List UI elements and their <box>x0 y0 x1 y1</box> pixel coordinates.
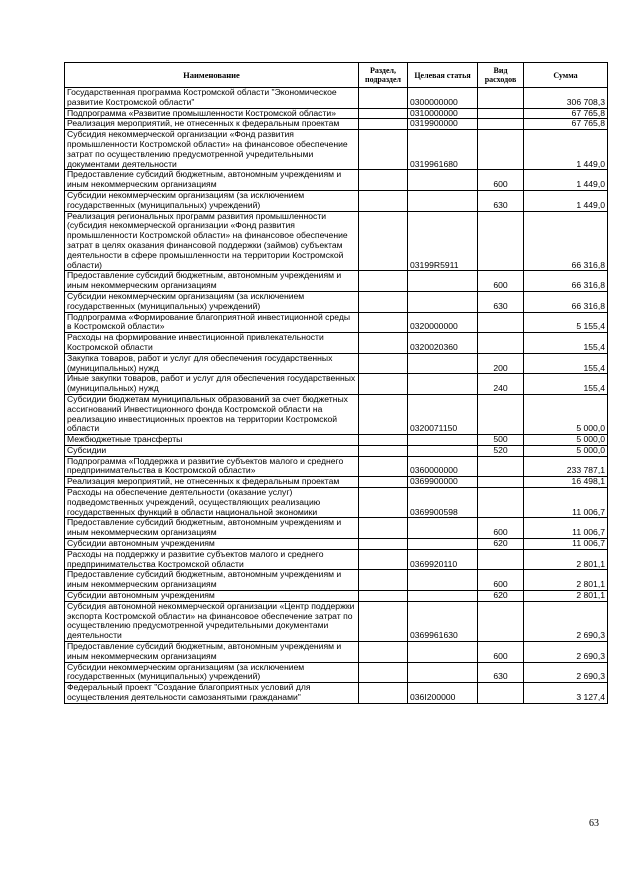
cell-target <box>408 539 478 550</box>
cell-expense-type <box>478 456 524 477</box>
cell-amount: 155,4 <box>524 333 608 354</box>
cell-amount: 16 498,1 <box>524 477 608 488</box>
cell-expense-type: 620 <box>478 539 524 550</box>
cell-amount: 67 765,8 <box>524 119 608 130</box>
table-body <box>65 88 608 704</box>
cell-expense-type: 600 <box>478 170 524 191</box>
cell-amount: 3 127,4 <box>524 683 608 704</box>
page-number: 63 <box>589 818 599 829</box>
table-row <box>65 662 608 683</box>
cell-name: Расходы на поддержку и развитие субъектов малого и среднего предпринимательства Костромской области <box>65 549 359 570</box>
cell-name: Субсидии <box>65 445 359 456</box>
cell-target <box>408 642 478 663</box>
cell-expense-type <box>478 683 524 704</box>
cell-expense-type <box>478 211 524 271</box>
cell-section <box>359 642 408 663</box>
cell-target: 0320071150 <box>408 394 478 434</box>
cell-expense-type: 200 <box>478 353 524 374</box>
table-row <box>65 570 608 591</box>
table-row <box>65 130 608 170</box>
cell-target: 0300000000 <box>408 88 478 109</box>
cell-target <box>408 445 478 456</box>
cell-target: 0310000000 <box>408 108 478 119</box>
cell-section <box>359 601 408 641</box>
cell-section <box>359 333 408 354</box>
cell-name: Предоставление субсидий бюджетным, автономным учреждениям и иным некоммерческим организациям <box>65 518 359 539</box>
cell-name: Предоставление субсидий бюджетным, автономным учреждениям и иным некоммерческим организациям <box>65 170 359 191</box>
cell-name: Государственная программа Костромской области "Экономическое развитие Костромской области" <box>65 88 359 109</box>
cell-expense-type <box>478 130 524 170</box>
cell-target <box>408 374 478 395</box>
cell-amount: 233 787,1 <box>524 456 608 477</box>
cell-expense-type <box>478 488 524 518</box>
cell-target: 0369961630 <box>408 601 478 641</box>
cell-name: Федеральный проект "Создание благоприятных условий для осуществления деятельности самозанятыми гражданами" <box>65 683 359 704</box>
cell-section <box>359 518 408 539</box>
cell-section <box>359 683 408 704</box>
cell-expense-type: 500 <box>478 435 524 446</box>
cell-section <box>359 353 408 374</box>
cell-expense-type <box>478 333 524 354</box>
cell-expense-type: 630 <box>478 291 524 312</box>
cell-target <box>408 271 478 292</box>
cell-section <box>359 291 408 312</box>
cell-target: 0320000000 <box>408 312 478 333</box>
cell-expense-type: 630 <box>478 662 524 683</box>
cell-name: Подпрограмма «Поддержка и развитие субъектов малого и среднего предпринимательства в Костромской области» <box>65 456 359 477</box>
cell-name: Иные закупки товаров, работ и услуг для обеспечения государственных (муниципальных) нужд <box>65 374 359 395</box>
cell-amount: 66 316,8 <box>524 291 608 312</box>
table-row <box>65 445 608 456</box>
cell-target <box>408 190 478 211</box>
table-row <box>65 601 608 641</box>
cell-section <box>359 445 408 456</box>
cell-section <box>359 190 408 211</box>
cell-amount: 11 006,7 <box>524 488 608 518</box>
cell-expense-type <box>478 119 524 130</box>
cell-section <box>359 539 408 550</box>
cell-target: 036I200000 <box>408 683 478 704</box>
cell-name: Субсидии автономным учреждениям <box>65 591 359 602</box>
cell-expense-type: 600 <box>478 642 524 663</box>
cell-section <box>359 88 408 109</box>
cell-name: Межбюджетные трансферты <box>65 435 359 446</box>
cell-target: 03199R5911 <box>408 211 478 271</box>
cell-section <box>359 435 408 446</box>
cell-section <box>359 130 408 170</box>
table-row <box>65 119 608 130</box>
cell-amount: 1 449,0 <box>524 130 608 170</box>
cell-amount: 66 316,8 <box>524 211 608 271</box>
cell-expense-type <box>478 88 524 109</box>
cell-name: Субсидия некоммерческой организации «Фонд развития промышленности Костромской области» на финансовое обеспечение затрат по осуществлению предусмотренной учредительными документами деятельности <box>65 130 359 170</box>
cell-expense-type: 600 <box>478 518 524 539</box>
cell-target: 0319900000 <box>408 119 478 130</box>
table-row <box>65 394 608 434</box>
cell-section <box>359 662 408 683</box>
table-row <box>65 488 608 518</box>
cell-target: 0369920110 <box>408 549 478 570</box>
cell-amount: 5 155,4 <box>524 312 608 333</box>
cell-target: 0319961680 <box>408 130 478 170</box>
cell-amount: 11 006,7 <box>524 518 608 539</box>
table-row <box>65 591 608 602</box>
budget-table <box>64 62 608 704</box>
cell-expense-type: 240 <box>478 374 524 395</box>
cell-section <box>359 477 408 488</box>
cell-section <box>359 456 408 477</box>
cell-name: Субсидии автономным учреждениям <box>65 539 359 550</box>
cell-target <box>408 518 478 539</box>
cell-amount: 306 708,3 <box>524 88 608 109</box>
cell-name: Расходы на формирование инвестиционной привлекательности Костромской области <box>65 333 359 354</box>
cell-expense-type <box>478 477 524 488</box>
table-header <box>65 63 608 88</box>
cell-amount: 155,4 <box>524 353 608 374</box>
cell-section <box>359 312 408 333</box>
table-row <box>65 456 608 477</box>
cell-section <box>359 570 408 591</box>
table-row <box>65 549 608 570</box>
table-row <box>65 88 608 109</box>
cell-amount: 5 000,0 <box>524 445 608 456</box>
cell-section <box>359 394 408 434</box>
cell-target <box>408 170 478 191</box>
cell-section <box>359 170 408 191</box>
cell-target: 0369900598 <box>408 488 478 518</box>
table-row <box>65 539 608 550</box>
cell-target <box>408 435 478 446</box>
cell-section <box>359 271 408 292</box>
cell-amount: 5 000,0 <box>524 394 608 434</box>
cell-amount: 2 690,3 <box>524 601 608 641</box>
cell-name: Подпрограмма «Развитие промышленности Костромской области» <box>65 108 359 119</box>
cell-amount: 66 316,8 <box>524 271 608 292</box>
cell-section <box>359 488 408 518</box>
table-row <box>65 374 608 395</box>
cell-name: Предоставление субсидий бюджетным, автономным учреждениям и иным некоммерческим организациям <box>65 570 359 591</box>
cell-target: 0320020360 <box>408 333 478 354</box>
table-row <box>65 518 608 539</box>
table-row <box>65 642 608 663</box>
cell-target <box>408 662 478 683</box>
table-row <box>65 211 608 271</box>
cell-target <box>408 353 478 374</box>
cell-section <box>359 108 408 119</box>
cell-amount: 1 449,0 <box>524 190 608 211</box>
cell-expense-type: 630 <box>478 190 524 211</box>
cell-target <box>408 591 478 602</box>
header-target: Целевая статья <box>408 63 478 88</box>
table-row <box>65 170 608 191</box>
cell-section <box>359 119 408 130</box>
cell-amount: 2 801,1 <box>524 591 608 602</box>
table-row <box>65 271 608 292</box>
cell-section <box>359 549 408 570</box>
cell-name: Субсидии некоммерческим организациям (за исключением государственных (муниципальных) учреждений) <box>65 291 359 312</box>
table-row <box>65 477 608 488</box>
cell-name: Субсидии некоммерческим организациям (за исключением государственных (муниципальных) учреждений) <box>65 190 359 211</box>
header-amount: Сумма <box>524 63 608 88</box>
cell-expense-type <box>478 108 524 119</box>
cell-expense-type: 520 <box>478 445 524 456</box>
cell-expense-type: 620 <box>478 591 524 602</box>
cell-expense-type: 600 <box>478 271 524 292</box>
table-row <box>65 108 608 119</box>
cell-name: Субсидии бюджетам муниципальных образований за счет бюджетных ассигнований Инвестиционного фонда Костромской области на реализацию инвестиционных проектов на территории Костромской области <box>65 394 359 434</box>
cell-amount: 67 765,8 <box>524 108 608 119</box>
cell-name: Подпрограмма «Формирование благоприятной инвестиционной среды в Костромской области» <box>65 312 359 333</box>
cell-expense-type <box>478 549 524 570</box>
cell-target <box>408 291 478 312</box>
cell-name: Закупка товаров, работ и услуг для обеспечения государственных (муниципальных) нужд <box>65 353 359 374</box>
cell-name: Субсидия автономной некоммерческой организации «Центр поддержки экспорта Костромской области» на финансовое обеспечение затрат по осуществлению предусмотренной учредительными документами деятельности <box>65 601 359 641</box>
cell-section <box>359 591 408 602</box>
cell-amount: 155,4 <box>524 374 608 395</box>
cell-name: Расходы на обеспечение деятельности (оказание услуг) подведомственных учреждений, осуществляющих реализацию государственных функций в области национальной экономики <box>65 488 359 518</box>
header-section: Раздел, подраздел <box>359 63 408 88</box>
table-row <box>65 333 608 354</box>
cell-amount: 2 690,3 <box>524 642 608 663</box>
cell-name: Реализация мероприятий, не отнесенных к федеральным проектам <box>65 477 359 488</box>
cell-expense-type: 600 <box>478 570 524 591</box>
cell-name: Предоставление субсидий бюджетным, автономным учреждениям и иным некоммерческим организациям <box>65 642 359 663</box>
header-name: Наименование <box>65 63 359 88</box>
cell-name: Предоставление субсидий бюджетным, автономным учреждениям и иным некоммерческим организациям <box>65 271 359 292</box>
cell-amount: 2 801,1 <box>524 570 608 591</box>
table-row <box>65 291 608 312</box>
cell-section <box>359 211 408 271</box>
cell-expense-type <box>478 312 524 333</box>
cell-section <box>359 374 408 395</box>
cell-amount: 5 000,0 <box>524 435 608 446</box>
cell-target <box>408 570 478 591</box>
cell-target: 0360000000 <box>408 456 478 477</box>
cell-expense-type <box>478 394 524 434</box>
cell-name: Реализация региональных программ развития промышленности (субсидия некоммерческой организации «Фонд развития промышленности Костромской области» на финансовое обеспечение затрат в целях оказания финансовой поддержки (займов) субъектам деятельности в сфере промышленности на территории Костромской области) <box>65 211 359 271</box>
cell-amount: 1 449,0 <box>524 170 608 191</box>
table-row <box>65 435 608 446</box>
table-row <box>65 353 608 374</box>
table-row <box>65 190 608 211</box>
table-row <box>65 312 608 333</box>
cell-target: 0369900000 <box>408 477 478 488</box>
header-expense-type: Вид расходов <box>478 63 524 88</box>
cell-expense-type <box>478 601 524 641</box>
cell-name: Реализация мероприятий, не отнесенных к федеральным проектам <box>65 119 359 130</box>
cell-amount: 2 690,3 <box>524 662 608 683</box>
cell-amount: 2 801,1 <box>524 549 608 570</box>
cell-name: Субсидии некоммерческим организациям (за исключением государственных (муниципальных) учреждений) <box>65 662 359 683</box>
cell-amount: 11 006,7 <box>524 539 608 550</box>
table-row <box>65 683 608 704</box>
